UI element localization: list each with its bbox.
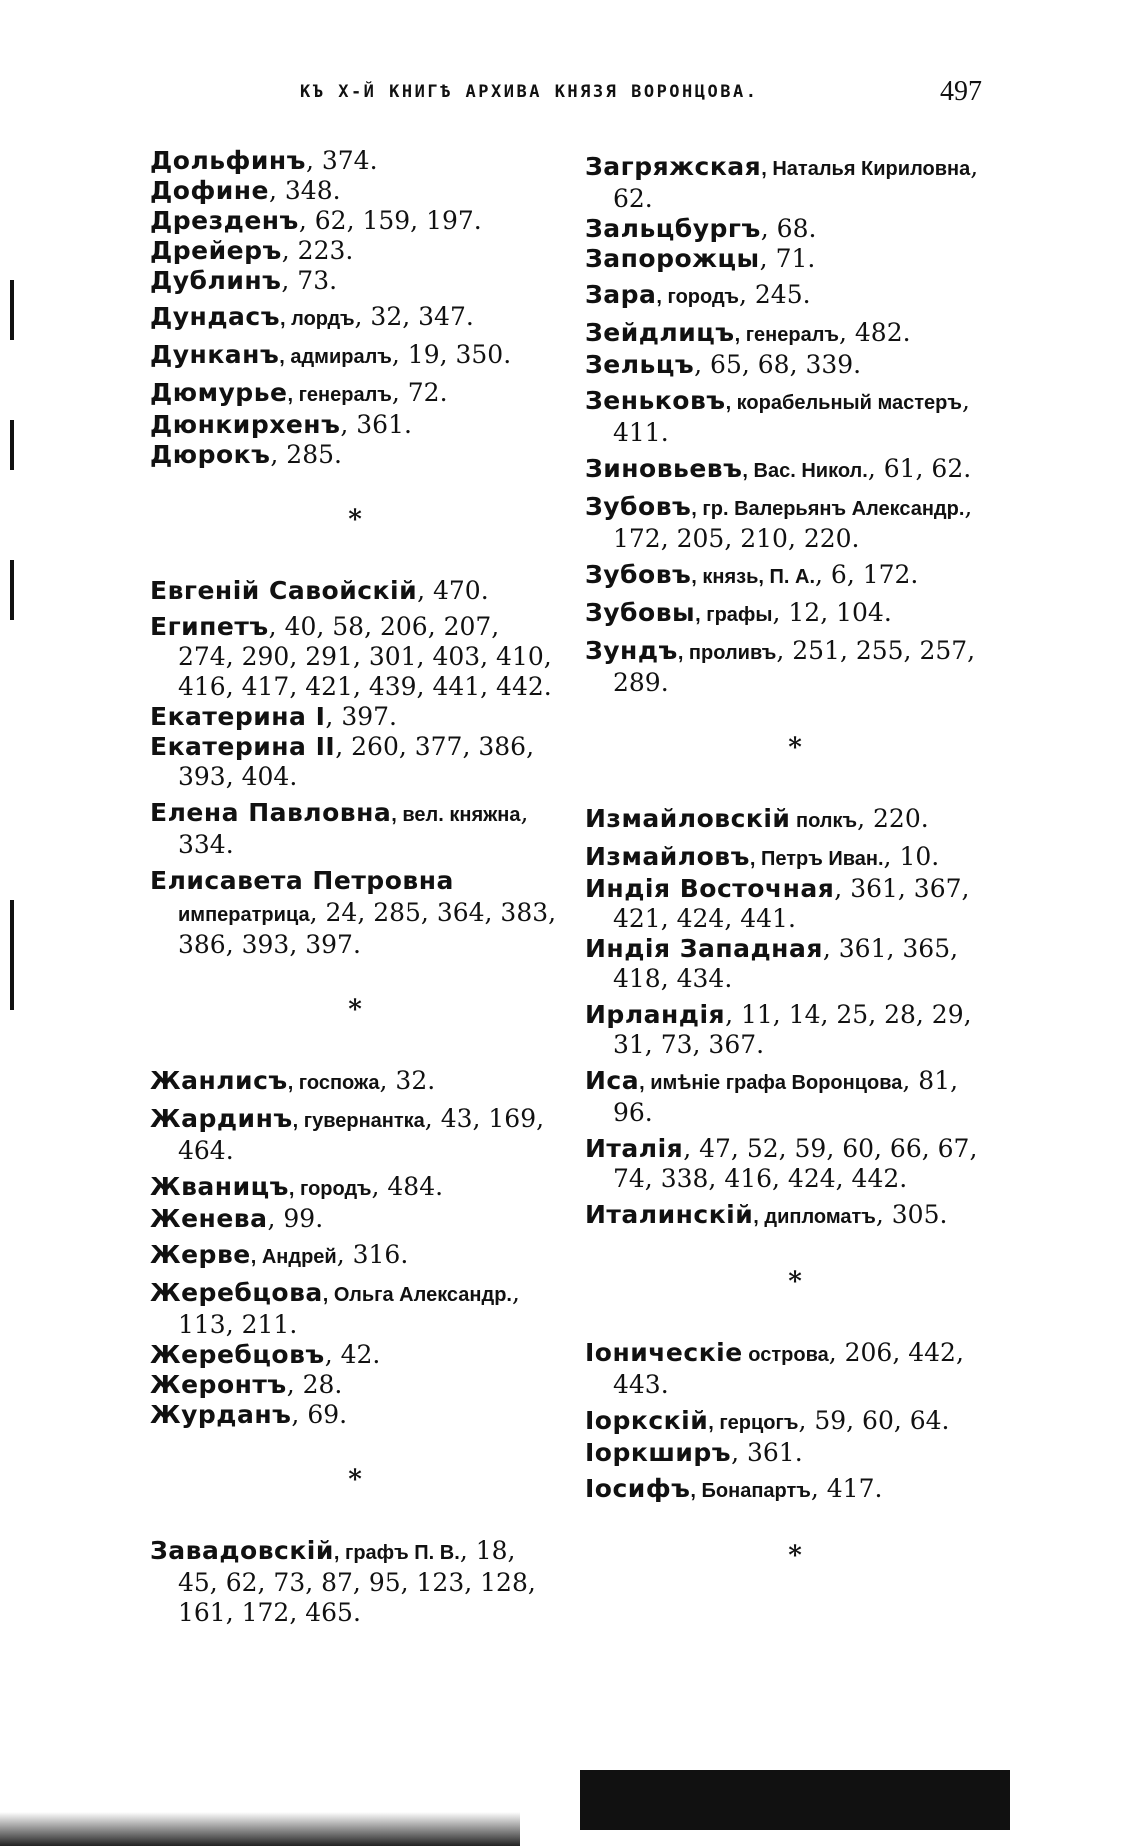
index-entry: [150, 798, 560, 860]
entry-pages: , 397.: [325, 702, 397, 731]
index-entry: [150, 1340, 560, 1370]
entry-headword: Евгеній Савойскій: [150, 576, 418, 605]
right-column: [585, 146, 1005, 1612]
index-entry: [585, 386, 1005, 448]
entry-headword: Зундъ: [585, 636, 678, 665]
index-entry: [585, 934, 1005, 994]
scan-shadow: [0, 1812, 520, 1846]
entry-pages: , 361.: [731, 1438, 803, 1467]
index-entry: [150, 702, 560, 732]
entry-note: , городъ: [288, 1178, 372, 1200]
index-entry: [150, 1172, 560, 1204]
entry-note: полкъ: [790, 810, 858, 832]
entry-pages: , 65, 68, 339.: [694, 350, 862, 379]
index-entry: [150, 266, 560, 296]
entry-headword: Дунканъ: [150, 340, 280, 369]
index-entry: [585, 1338, 1005, 1400]
index-entry: [585, 1134, 1005, 1194]
entry-note: , графы: [695, 604, 773, 626]
entry-headword: Индія Западная: [585, 934, 823, 963]
index-entry: [585, 842, 1005, 874]
section-zh: [150, 1066, 560, 1430]
section-d: [150, 146, 560, 470]
entry-note: , вел. княжна: [391, 804, 521, 826]
entry-headword: Зеньковъ: [585, 386, 726, 415]
entry-headword: Жеребцовъ: [150, 1340, 325, 1369]
entry-pages: , 245.: [738, 280, 811, 309]
index-entry: [585, 636, 1005, 698]
entry-pages: , 99.: [267, 1204, 324, 1233]
entry-note: , Ольга Александр.: [322, 1284, 512, 1306]
entry-headword: Зубовъ: [585, 560, 692, 589]
entry-headword: Жанлисъ: [150, 1066, 288, 1095]
section-separator: *: [788, 1267, 802, 1297]
entry-pages: , 62, 159, 197.: [298, 206, 482, 235]
entry-pages: , 24, 285, 364, 383, 386, 393, 397.: [178, 898, 557, 959]
entry-headword: Загряжская: [585, 152, 762, 181]
entry-pages: , 484.: [371, 1172, 444, 1201]
entry-pages: , 19, 350.: [391, 340, 512, 369]
entry-pages: , 10.: [883, 842, 940, 871]
entry-pages: , 18, 45, 62, 73, 87, 95, 123, 128, 161, 172, 465.: [178, 1536, 536, 1627]
entry-note: , генералъ: [287, 384, 392, 406]
entry-headword: Жваницъ: [150, 1172, 289, 1201]
entry-headword: Дюмурье: [150, 378, 288, 407]
index-entry: [150, 302, 560, 334]
entry-note: , адмиралъ: [279, 346, 392, 368]
entry-pages: , 12, 104.: [772, 598, 892, 627]
entry-headword: Египетъ: [150, 612, 269, 641]
entry-pages: , 72.: [391, 378, 448, 407]
index-entry: [150, 146, 560, 176]
entry-headword: Екатерина II: [150, 732, 336, 761]
index-entry: [585, 1200, 1005, 1232]
index-entry: [585, 454, 1005, 486]
entry-note: , гр. Валерьянъ Александр.: [691, 498, 965, 520]
entry-pages: , 28.: [286, 1370, 343, 1399]
index-entry: [150, 410, 560, 440]
entry-headword: Жеронтъ: [150, 1370, 287, 1399]
entry-note: , Наталья Кириловна: [761, 158, 971, 180]
entry-headword: Дюрокъ: [150, 440, 271, 469]
entry-pages: , 223.: [281, 236, 354, 265]
index-entry: [585, 214, 1005, 244]
entry-headword: Зара: [585, 280, 657, 309]
entry-pages: , 348.: [269, 176, 341, 205]
index-entry: [150, 866, 560, 960]
entry-note: , дипломатъ: [753, 1206, 876, 1228]
scan-edge-mark: [10, 560, 14, 620]
index-entry: [585, 1438, 1005, 1468]
entry-headword: Зубовы: [585, 598, 696, 627]
index-entry: [150, 1400, 560, 1430]
entry-headword: Іоркскій: [585, 1406, 709, 1435]
entry-headword: Елена Павловна: [150, 798, 392, 827]
entry-headword: Дофине: [150, 176, 269, 205]
index-entry: [150, 1066, 560, 1098]
entry-pages: , 47, 52, 59, 60, 66, 67, 74, 338, 416, 424, 442.: [613, 1134, 978, 1193]
index-entry: [150, 1370, 560, 1400]
section-separator: *: [788, 733, 802, 763]
index-entry: [150, 1278, 560, 1340]
section-io: [585, 1338, 1005, 1506]
scan-edge-mark: [10, 420, 14, 470]
index-entry: [585, 280, 1005, 312]
entry-pages: , 334.: [178, 798, 529, 859]
index-entry: [585, 350, 1005, 380]
entry-headword: Зейдлицъ: [585, 318, 735, 347]
entry-headword: Ирландія: [585, 1000, 726, 1029]
entry-headword: Дрейеръ: [150, 236, 282, 265]
index-entry: [150, 236, 560, 266]
entry-note: , городъ: [656, 286, 739, 308]
entry-headword: Зельцъ: [585, 350, 695, 379]
entry-pages: , 417.: [810, 1474, 883, 1503]
entry-note: , имѣніе графа Воронцова: [639, 1072, 903, 1094]
index-entry: [585, 804, 1005, 836]
entry-headword: Зиновьевъ: [585, 454, 743, 483]
entry-pages: , 316.: [336, 1240, 409, 1269]
entry-headword: Зальцбургъ: [585, 214, 761, 243]
entry-headword: Жардинъ: [150, 1104, 293, 1133]
section-separator: *: [348, 995, 362, 1025]
index-entry: [150, 340, 560, 372]
entry-pages: , 71.: [759, 244, 816, 273]
entry-note: , госпожа: [287, 1072, 380, 1094]
entry-pages: , 62.: [613, 152, 979, 213]
section-separator: *: [348, 505, 362, 535]
index-entry: [585, 1406, 1005, 1438]
entry-pages: , 220.: [857, 804, 929, 833]
index-entry: [150, 732, 560, 792]
entry-pages: , 32.: [379, 1066, 436, 1095]
entry-pages: , 251, 255, 257, 289.: [613, 636, 976, 697]
scan-edge-mark: [10, 280, 14, 340]
index-entry: [150, 1104, 560, 1166]
section-separator: *: [788, 1541, 802, 1571]
entry-headword: Журданъ: [150, 1400, 292, 1429]
entry-headword: Екатерина I: [150, 702, 326, 731]
entry-pages: , 206, 442, 443.: [613, 1338, 964, 1399]
entry-note: , проливъ: [677, 642, 777, 664]
entry-pages: , 11, 14, 25, 28, 29, 31, 73, 367.: [613, 1000, 972, 1059]
index-entry: [150, 1536, 560, 1628]
entry-note: , лордъ: [280, 308, 355, 330]
entry-note: , гувернантка: [292, 1110, 425, 1132]
entry-headword: Италія: [585, 1134, 684, 1163]
entry-note: , Петръ Иван.: [749, 848, 884, 870]
index-entry: [585, 492, 1005, 554]
entry-headword: Іосифъ: [585, 1474, 691, 1503]
section-i: [585, 804, 1005, 1232]
index-entry: [585, 318, 1005, 350]
entry-headword: Измайловскій: [585, 804, 791, 833]
entry-note: , Бонапартъ: [690, 1480, 811, 1502]
index-entry: [585, 1066, 1005, 1128]
entry-pages: , 59, 60, 64.: [798, 1406, 950, 1435]
left-column: [150, 146, 560, 1628]
index-entry: [585, 152, 1005, 214]
index-entry: [150, 378, 560, 410]
running-title: КЪ Х-Й КНИГѢ АРХИВА КНЯЗЯ ВОРОНЦОВА.: [300, 82, 759, 102]
entry-pages: , 42.: [324, 1340, 381, 1369]
entry-headword: Дублинъ: [150, 266, 282, 295]
index-entry: [150, 206, 560, 236]
entry-headword: Измайловъ: [585, 842, 750, 871]
scan-shadow: [580, 1770, 1010, 1830]
entry-pages: , 69.: [291, 1400, 348, 1429]
entry-pages: , 68.: [760, 214, 817, 243]
entry-headword: Елисавета Петровна: [150, 866, 454, 895]
entry-headword: Женева: [150, 1204, 268, 1233]
index-entry: [150, 612, 560, 702]
index-entry: [585, 1000, 1005, 1060]
entry-headword: Дундасъ: [150, 302, 281, 331]
index-entry: [585, 874, 1005, 934]
index-entry: [150, 1240, 560, 1272]
index-entry: [150, 176, 560, 206]
entry-note: императрица: [178, 904, 310, 926]
index-entry: [150, 576, 560, 606]
entry-pages: , 172, 205, 210, 220.: [613, 492, 973, 553]
entry-pages: , 361, 365, 418, 434.: [613, 934, 959, 993]
entry-headword: Іоркширъ: [585, 1438, 732, 1467]
entry-pages: , 81, 96.: [613, 1066, 959, 1127]
entry-pages: , 61, 62.: [867, 454, 972, 483]
entry-headword: Запорожцы: [585, 244, 760, 273]
entry-note: , корабельный мастеръ: [725, 392, 962, 414]
entry-headword: Индія Восточная: [585, 874, 835, 903]
index-entry: [150, 1204, 560, 1234]
entry-note: , герцогъ: [708, 1412, 799, 1434]
entry-headword: Жерве: [150, 1240, 251, 1269]
entry-headword: Дольфинъ: [150, 146, 306, 175]
index-entry: [585, 598, 1005, 630]
entry-headword: Италинскій: [585, 1200, 754, 1229]
entry-pages: , 411.: [613, 386, 970, 447]
entry-note: , Вас. Никол.: [742, 460, 868, 482]
entry-headword: Иса: [585, 1066, 640, 1095]
entry-pages: , 43, 169, 464.: [178, 1104, 545, 1165]
entry-note: , графъ П. В.: [333, 1542, 460, 1564]
entry-headword: Дюнкирхенъ: [150, 410, 341, 439]
index-entry: [585, 1474, 1005, 1506]
entry-headword: Іоническіе: [585, 1338, 743, 1367]
index-entry: [585, 244, 1005, 274]
section-z-start: [150, 1536, 560, 1628]
entry-pages: , 285.: [270, 440, 342, 469]
entry-pages: , 32, 347.: [354, 302, 474, 331]
entry-pages: , 361, 367, 421, 424, 441.: [613, 874, 970, 933]
entry-pages: , 113, 211.: [178, 1278, 520, 1339]
section-z: [585, 152, 1005, 698]
entry-note: , генералъ: [734, 324, 839, 346]
section-e: [150, 576, 560, 960]
entry-headword: Дрезденъ: [150, 206, 299, 235]
entry-pages: , 482.: [838, 318, 911, 347]
entry-pages: , 374.: [305, 146, 378, 175]
index-entry: [150, 440, 560, 470]
entry-note: острова: [742, 1344, 829, 1366]
entry-headword: Жеребцова: [150, 1278, 323, 1307]
entry-pages: , 305.: [875, 1200, 948, 1229]
entry-note: , Андрей: [250, 1246, 337, 1268]
entry-pages: , 361.: [340, 410, 412, 439]
entry-headword: Завадовскій: [150, 1536, 334, 1565]
entry-pages: , 73.: [281, 266, 338, 295]
scan-edge-mark: [10, 900, 14, 1010]
entry-pages: , 260, 377, 386, 393, 404.: [178, 732, 535, 791]
entry-headword: Зубовъ: [585, 492, 692, 521]
entry-note: , князь, П. А.: [691, 566, 816, 588]
entry-pages: , 6, 172.: [815, 560, 919, 589]
index-entry: [585, 560, 1005, 592]
entry-pages: , 40, 58, 206, 207, 274, 290, 291, 301, 403, 410, 416, 417, 421, 439, 441, 442.: [178, 612, 552, 701]
entry-pages: , 470.: [417, 576, 489, 605]
section-separator: *: [348, 1465, 362, 1495]
page-number: 497: [940, 76, 982, 107]
